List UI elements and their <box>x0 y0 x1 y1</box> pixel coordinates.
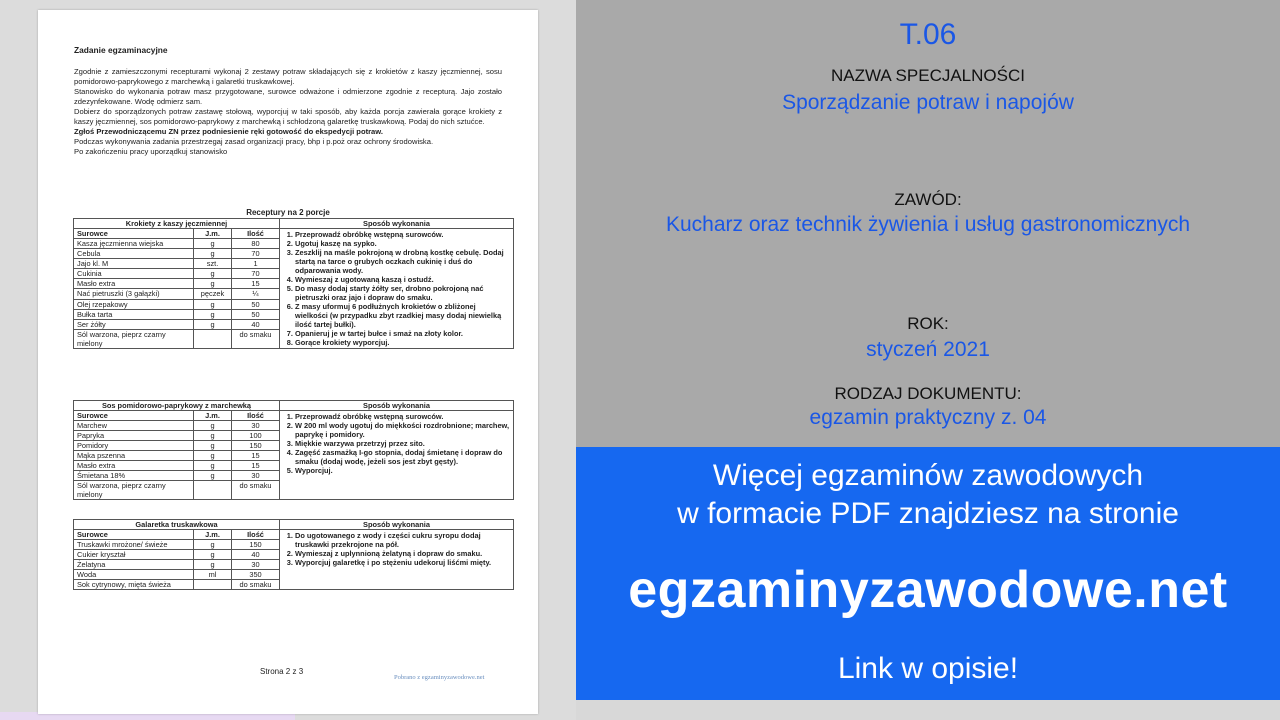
step-item: 3. Wyporcjuj galaretkę i po stężeniu udekoruj liśćmi mięty. <box>295 558 510 567</box>
ingredient-name: Masło extra <box>74 461 194 471</box>
footer-strip <box>576 700 1280 720</box>
specialty-value: Sporządzanie potraw i napojów <box>782 91 1074 114</box>
ingredient-amount: 30 <box>232 471 280 481</box>
ingredient-amount: 50 <box>232 309 280 319</box>
ingredient-unit: g <box>194 451 232 461</box>
ingredient-amount: 70 <box>232 249 280 259</box>
ingredient-name: Żelatyna <box>74 560 194 570</box>
ingredient-amount: 1 <box>232 259 280 269</box>
ingredient-amount: ¼ <box>232 289 280 299</box>
ingredient-unit: g <box>194 431 232 441</box>
ingredient-amount: 30 <box>232 421 280 431</box>
document-body <box>74 67 502 157</box>
ingredient-amount: 100 <box>232 431 280 441</box>
profession-label: ZAWÓD: <box>894 190 962 209</box>
ingredient-name: Mąka pszenna <box>74 451 194 461</box>
ingredient-unit: g <box>194 421 232 431</box>
ingredient-name: Cukier kryształ <box>74 550 194 560</box>
ingredient-unit: g <box>194 471 232 481</box>
ingredient-name: Śmietana 18% <box>74 471 194 481</box>
step-item: 2. Ugotuj kaszę na sypko. <box>295 239 510 248</box>
ingredient-amount: 150 <box>232 540 280 550</box>
ingredient-unit: g <box>194 550 232 560</box>
recipe-table-sos <box>73 400 514 500</box>
step-item: 4. Wymieszaj z ugotowaną kaszą i ostudź. <box>295 275 510 284</box>
step-item: 3. Miękkie warzywa przetrzyj przez sito. <box>295 439 510 448</box>
ingredient-name: Kasza jęczmienna wiejska <box>74 239 194 249</box>
recipe-table-krokiety <box>73 218 514 349</box>
paragraph: Po zakończeniu pracy uporządkuj stanowisko <box>74 147 228 156</box>
step-item: 5. Wyporcjuj. <box>295 466 510 475</box>
column-header-surowce: Surowce <box>74 411 194 421</box>
step-item: 1. Przeprowadź obróbkę wstępną surowców. <box>295 230 510 239</box>
specialty-label: NAZWA SPECJALNOŚCI <box>831 66 1025 85</box>
profession-value: Kucharz oraz technik żywienia i usług gastronomicznych <box>665 213 1191 236</box>
column-header-ilosc: Ilość <box>232 411 280 421</box>
step-item: 2. W 200 ml wody ugotuj do miękkości rozdrobnione; marchew, paprykę i pomidory. <box>295 421 510 439</box>
ingredient-unit <box>194 481 232 500</box>
ingredient-unit <box>194 580 232 590</box>
ingredient-unit: g <box>194 269 232 279</box>
ingredient-amount: do smaku <box>232 329 280 348</box>
ingredient-name: Woda <box>74 570 194 580</box>
paragraph: Stanowisko do wykonania potraw masz przygotowane, surowce odważone i odmierzone zgodnie z recepturą. Jajo zostało zdezynfekowane. Wodę odmierz sam. <box>74 87 502 106</box>
ingredient-unit: g <box>194 319 232 329</box>
ingredient-unit: g <box>194 461 232 471</box>
promo-line-2: w formacie PDF znajdziesz na stronie <box>677 497 1179 530</box>
step-item: 1. Do ugotowanego z wody i części cukru syropu dodaj truskawki przekrojone na pół. <box>295 531 510 549</box>
ingredient-name: Sok cytrynowy, mięta świeża <box>74 580 194 590</box>
ingredient-name: Truskawki mrożone/ świeże <box>74 540 194 550</box>
ingredient-name: Cukinia <box>74 269 194 279</box>
ingredient-amount: 40 <box>232 319 280 329</box>
ingredient-amount: 70 <box>232 269 280 279</box>
step-item: 6. Z masy uformuj 6 podłużnych krokietów o zbliżonej wielkości (w przypadku zbyt rzadkiej masy dodaj niewielką ilość tartej bułki). <box>295 302 510 329</box>
ingredient-unit: g <box>194 309 232 319</box>
ingredient-unit: g <box>194 441 232 451</box>
ingredient-name: Masło extra <box>74 279 194 289</box>
ingredient-amount: 50 <box>232 299 280 309</box>
ingredient-name: Olej rzepakowy <box>74 299 194 309</box>
ingredient-amount: 30 <box>232 560 280 570</box>
step-item: 7. Opanieruj je w tartej bułce i smaż na złoty kolor. <box>295 329 510 338</box>
method-header: Sposób wykonania <box>280 219 514 229</box>
ingredient-name: Pomidory <box>74 441 194 451</box>
ingredient-amount: 40 <box>232 550 280 560</box>
ingredient-unit: ml <box>194 570 232 580</box>
column-header-jm: J.m. <box>194 229 232 239</box>
column-header-jm: J.m. <box>194 411 232 421</box>
source-note: Pobrano z egzaminyzawodowe.net <box>394 674 485 681</box>
ingredient-amount: 15 <box>232 279 280 289</box>
method-steps <box>280 411 514 500</box>
steps-list <box>283 531 510 567</box>
column-header-jm: J.m. <box>194 530 232 540</box>
paragraph-bold: Zgłoś Przewodniczącemu ZN przez podniesienie ręki gotowość do ekspedycji potraw. <box>74 127 384 136</box>
website-name: egzaminyzawodowe.net <box>628 561 1228 619</box>
ingredient-unit: g <box>194 279 232 289</box>
ingredient-name: Sól warzona, pieprz czarny mielony <box>74 481 194 500</box>
ingredient-name: Cebula <box>74 249 194 259</box>
ingredient-amount: 350 <box>232 570 280 580</box>
step-item: 4. Zagęść zasmażką I-go stopnia, dodaj śmietanę i dopraw do smaku (dodaj wodę, jeżeli sos jest zbyt gęsty). <box>295 448 510 466</box>
recipe-name: Sos pomidorowo-paprykowy z marchewką <box>74 401 280 411</box>
ingredient-unit: g <box>194 299 232 309</box>
document-type-value: egzamin praktyczny z. 04 <box>809 406 1047 429</box>
page-number: Strona 2 z 3 <box>260 667 304 676</box>
step-item: 3. Zeszklij na maśle pokrojoną w drobną kostkę cebulę. Dodaj startą na tarce o grubych oczkach cukinię i duś do odparowania wody. <box>295 248 510 275</box>
ingredient-name: Ser żółty <box>74 319 194 329</box>
ingredient-name: Papryka <box>74 431 194 441</box>
ingredient-name: Sól warzona, pieprz czarny mielony <box>74 329 194 348</box>
ingredient-amount: 80 <box>232 239 280 249</box>
ingredient-amount: 15 <box>232 451 280 461</box>
column-header-surowce: Surowce <box>74 229 194 239</box>
document-type-label: RODZAJ DOKUMENTU: <box>834 384 1022 403</box>
paragraph: Podczas wykonywania zadania przestrzegaj zasad organizacji pracy, bhp i p.poż oraz ochrony środowiska. <box>74 137 434 146</box>
method-header: Sposób wykonania <box>280 520 514 530</box>
column-header-surowce: Surowce <box>74 530 194 540</box>
step-item: 2. Wymieszaj z uplynnioną żelatyną i dopraw do smaku. <box>295 549 510 558</box>
step-item: 5. Do masy dodaj starty żółty ser, drobno pokrojoną nać pietruszki oraz jajo i dopraw do smaku. <box>295 284 510 302</box>
ingredient-amount: 150 <box>232 441 280 451</box>
step-item: 8. Gorące krokiety wyporcjuj. <box>295 338 510 347</box>
ingredient-unit: pęczek <box>194 289 232 299</box>
ingredient-name: Bułka tarta <box>74 309 194 319</box>
step-item: 1. Przeprowadź obróbkę wstępną surowców. <box>295 412 510 421</box>
steps-list <box>283 230 510 347</box>
year-value: styczeń 2021 <box>866 338 990 361</box>
ingredient-amount: do smaku <box>232 580 280 590</box>
ingredient-unit <box>194 329 232 348</box>
ingredient-name: Jajo kl. M <box>74 259 194 269</box>
ingredient-name: Nać pietruszki (3 gałązki) <box>74 289 194 299</box>
column-header-ilosc: Ilość <box>232 530 280 540</box>
ingredient-unit: g <box>194 560 232 570</box>
ingredient-amount: do smaku <box>232 481 280 500</box>
recipe-table-galaretka <box>73 519 514 590</box>
paragraph: Dobierz do sporządzonych potraw zastawę stołową, wyporcjuj w taki sposób, aby każda porcja zawierała gorące krokiety z kaszy jęczmiennej, sos pomidorowo-paprykowy z marchewką i schłodzoną galaretkę truskawkową. Podaj do nich sztućce. <box>74 107 502 126</box>
steps-list <box>283 412 510 475</box>
recipes-heading: Receptury na 2 porcje <box>246 208 330 217</box>
paragraph: Zgodnie z zamieszczonymi recepturami wykonaj 2 zestawy potraw składających się z krokietów z kaszy jęczmiennej, sosu pomidorowo-paprykowego z marchewką i galaretki truskawkowej. <box>74 67 502 86</box>
method-header: Sposób wykonania <box>280 401 514 411</box>
ingredient-name: Marchew <box>74 421 194 431</box>
year-label: ROK: <box>907 314 949 333</box>
recipe-name: Krokiety z kaszy jęczmiennej <box>74 219 280 229</box>
recipe-name: Galaretka truskawkowa <box>74 520 280 530</box>
ingredient-unit: g <box>194 249 232 259</box>
ingredient-unit: g <box>194 540 232 550</box>
ingredient-unit: szt. <box>194 259 232 269</box>
ingredient-amount: 15 <box>232 461 280 471</box>
column-header-ilosc: Ilość <box>232 229 280 239</box>
qualification-code: T.06 <box>899 18 957 51</box>
ingredient-unit: g <box>194 239 232 249</box>
method-steps <box>280 229 514 349</box>
method-steps <box>280 530 514 590</box>
promo-line-1: Więcej egzaminów zawodowych <box>712 459 1144 492</box>
document-page <box>38 10 538 714</box>
link-note: Link w opisie! <box>837 652 1019 685</box>
document-title: Zadanie egzaminacyjne <box>74 45 168 55</box>
